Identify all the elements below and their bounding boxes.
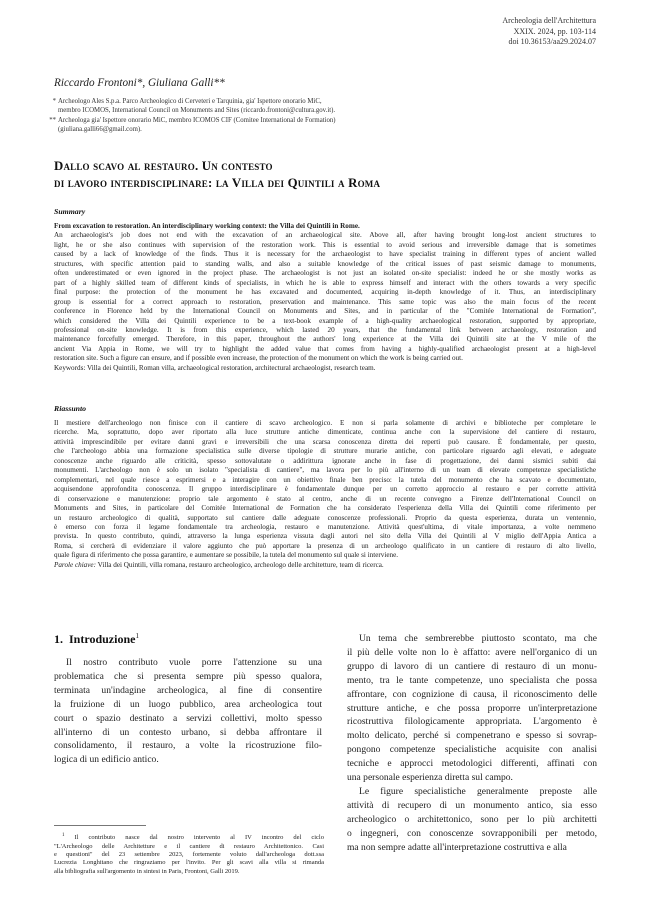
body-line: o ingegneri, con conoscenze sovrapponibili per metodo, [347, 827, 597, 839]
title-line: Dallo scavo al restauro. Un contesto [54, 159, 273, 173]
body-line: ma non sempre adatte all'interpretazione costruttiva e alla [347, 841, 567, 853]
parole-chiave-text: Villa dei Quintili, villa romana, restauro archeologico, archeologo delle architetture, team di ricerca. [97, 560, 384, 569]
body-line: problematica che si presenta sempre più spesso qualora, [54, 670, 322, 682]
affiliation-mark: * [52, 98, 56, 105]
body-line: court o spazio destinato a servizi collettivi, molto spesso [54, 712, 322, 724]
body-line: consolidamento, il restauro, a volte la ricostruzione filo- [54, 740, 322, 752]
summary-line: light, he or she also continues with supervision of the restoration work. This is essential to avoid serious and irreversible damage that is sometimes [54, 240, 596, 249]
riassunto-line: quale figura di riferimento che possa garantire, e aumentare se possibile, la tutela del monumento sul quale si interviene. [54, 551, 399, 560]
riassunto-line: prevista. In questo contributo, quindi, attraverso la lunga esperienza vissuta dagli autori nel sito della Villa dei Quintili al V miglio dell'Appia Antica a [54, 532, 596, 541]
body-line: attività di recupero di un monumento antico, sia esso [347, 799, 597, 811]
footnote-rule [54, 825, 146, 826]
riassunto-keywords [54, 561, 596, 570]
intro-paragraph-left [54, 656, 322, 767]
authors: Riccardo Frontoni*, Giuliana Galli** [54, 77, 225, 89]
summary-line: maintenance forcefully emerged. Therefore, in this paper, throughout the authors' long experience at the Villa dei Quintili site at the V mile of the [54, 335, 596, 344]
riassunto-line: un restauro archeologico di qualità, supportato sul cantiere dalle adeguate conoscenze professionali. Proprio da questa esperienza, durata un ventennio, [54, 513, 596, 522]
body-line: Le figure specialistiche generalmente preposte alle [359, 785, 597, 797]
footnote-line: $^1$ Il contributo nasce dal nostro intervento al IV incontro del ciclo [62, 833, 324, 842]
footnote-line: alla bibliografia sull'argomento in sintesi in Paris, Frontoni, Galli 2019. [54, 867, 240, 875]
riassunto-line: ricerche. Ma, soprattutto, dopo aver riportato alla luce strutture antiche dimenticate, continua anche con la supervisione del cantiere di restauro, [54, 428, 596, 437]
keywords-text: Villa dei Quintili, Roman villa, archaeological restoration, architectural archaeologist, research team. [87, 363, 376, 372]
summary-line: group is essential for a correct approach to restoration, preservation and maintenance. This same topic was also the main focus of the recent [54, 297, 596, 306]
right-column [347, 632, 597, 855]
summary-lead: From excavation to restoration. An interdisciplinary working context: the Villa dei Quintili in Rome. [54, 222, 360, 230]
body-line: logica di un edificio antico. [54, 754, 159, 766]
riassunto-line: Il mestiere dell'archeologo non finisce con il cantiere di scavo archeologico. E non si parla solamente di archivi e biblioteche per completare le [54, 419, 596, 427]
article-title [54, 158, 380, 192]
summary-line: final purpose: the protection of the monument he has excavated and documented, acquiring in-depth knowledge of it. Thus, an interdisciplinary [54, 288, 596, 297]
body-line: ricostruttiva filologicamente appropriata. L'argomento è [347, 716, 597, 728]
riassunto-line: di conservazione e manutenzione: proprio tale argomento è stato al centro, anche di un recente convegno a Firenze dell'International Council on [54, 494, 596, 503]
summary-line: structures, with specific attention paid to standing walls, and also a suitable knowledge of the critical issues of past seismic damage to monuments, [54, 259, 596, 268]
footnote-ref: 1 [135, 632, 139, 640]
riassunto-line: Monuments and Sites, in particolare del Comitée International de Formation che ha considerato l'esperienza della Villa dei Quintili come riferimento per [54, 504, 596, 513]
riassunto-line: conoscenze anche riguardo alle criticità, spesso sottovalutate o addirittura ignorate anche in fase di progettazione, dei danni sismici subiti dai [54, 456, 596, 465]
body-line: affrontare, con cognizione di causa, il riconoscimento delle [347, 688, 597, 700]
summary-line: caused by a lack of knowledge of the finds. Thus it is necessary for the archaeologist to have specialist training in different types of ancient walled [54, 250, 596, 259]
riassunto-line: che l'archeologo abbia una formazione specialistica sulle diverse tipologie di strutture murarie antiche, con particolare riguardo agli elevati, e adeguate [54, 447, 596, 456]
parole-chiave-label: Parole chiave: [54, 560, 96, 569]
body-line: strutture antiche, e che possa proporre un'interpretazione [347, 702, 597, 714]
body-line: una personale esperienza diretta sul campo. [347, 772, 513, 784]
affiliation-line: Archeologo Ales S.p.a. Parco Archeologico di Cerveteri e Tarquinia, gia' Ispettore onorario MiC, [58, 98, 322, 105]
summary-lines [54, 231, 596, 363]
summary-line: An archaeologist's job does not end with the excavation of an archaeological site. Above all, after having brought long-lost ancient structures to [54, 231, 596, 240]
title-line: di lavoro interdisciplinare: la Villa dei Quintili a Roma [54, 176, 381, 190]
keywords-label: Keywords: [54, 363, 86, 372]
riassunto-lines [54, 419, 596, 561]
body-line: archeologico o architettonico, sono per lo più architetti [347, 813, 597, 825]
footnote-line: Lucrezia Longhitano che ringraziamo per l'invito. Per gli scavi alla villa si rimanda [54, 859, 324, 867]
journal-name: Archeologia dell'Architettura [502, 16, 596, 25]
affiliation-line: (giuliana.galli66@gmail.com). [58, 126, 142, 133]
riassunto-line: monumenti. L'archeologo non è solo un isolato "specialista di cantiere", ma lavora per lo più all'interno di un team di elevate competenze specialistiche [54, 466, 596, 475]
running-head [502, 16, 596, 48]
section-number: 1. [54, 632, 63, 646]
affiliation-mark: ** [49, 117, 56, 124]
footnote-line: e questioni" del 23 settembre 2023, fortemente voluto dall'archeologa dott.ssa [54, 850, 324, 858]
riassunto-heading: Riassunto [54, 404, 87, 413]
doi: doi 10.36153/aa29.2024.07 [508, 37, 596, 46]
section-title: Introduzione [69, 632, 136, 646]
affiliation-line: membro ICOMOS, International Council on Monuments and Sites (riccardo.frontoni@cultura.gov.it). [58, 107, 336, 114]
summary-heading: Summary [54, 207, 86, 216]
body-line: gruppo di lavoro di un cantiere di restauro di un monu- [347, 660, 597, 672]
body-line: mento, tra le tante competenze, uno specialista che possa [347, 674, 597, 686]
footnote [54, 832, 324, 876]
body-line: tecniche e approcci metodologici differenti, affinati con [347, 758, 597, 770]
body-line: la fruizione di un luogo pubblico, area archeologica tout [54, 698, 322, 710]
affiliation-line: Archeologa gia' Ispettore onorario MiC, membro ICOMOS CIF (Comitee International de Formation) [58, 117, 336, 124]
body-line: molto delicato, perché si compenetrano e spesso si sovrap- [347, 730, 597, 742]
section-heading-introduzione [54, 632, 139, 647]
body-line: Un tema che sembrerebbe piuttosto scontato, ma che [359, 633, 597, 644]
intro-paragraph-right [347, 632, 597, 855]
body-line: all'interno di un contesto urbano, si debba affrontare il [54, 726, 322, 738]
summary-line: part of a highly skilled team of different kinds of specialists, in which he is able to express himself and interact with the others towards a very specific [54, 278, 596, 287]
volume-pages: XXIX. 2024, pp. 103-114 [513, 26, 596, 36]
footnote-lines [54, 832, 324, 876]
summary-line: ancient Via Appia in Rome, we will try to highlight the added value that comes from having a highly-qualified archaeologist present at a high-level [54, 344, 596, 353]
footnote-line: "L'Archeologo delle Architetture e il cantiere di restauro Architettonico. Casi [54, 842, 324, 850]
riassunto-line: è emerso con forza il legame fondamentale tra archeologia, restauro e manutenzione. Attività quest'ultima, di vitale importanza, a volte nemmeno [54, 522, 596, 531]
body-line: il più delle volte non lo è affatto: avere nell'organico di un [347, 646, 597, 658]
riassunto-line: Roma, si cercherà di evidenziare il valore aggiunto che può apportare la presenza di un archeologo qualificato in un cantiere di restauro di alto livello, [54, 541, 596, 550]
affiliation-2 [49, 116, 602, 134]
riassunto-line: attività imprescindibile per evitare danni gravi e irreversibili che una scarsa conoscenza diretta dei reperti può causare. È fondamentale, per questo, [54, 437, 596, 446]
summary-keywords [54, 364, 596, 373]
summary-text [54, 222, 596, 373]
body-line: terminata un'indagine archeologica, al fine di consentire [54, 684, 322, 696]
summary-line: which considered the Villa dei Quintili experience to be a text-book example of a high-quality archaeological restoration, supported by appropriate, [54, 316, 596, 325]
left-column [54, 656, 322, 767]
body-line: pongono competenze specialistiche acquisite con analisi [347, 744, 597, 756]
summary-line: conference in Florence held by the International Council on Monuments and Sites, and in particular of the "Comitée International de Formation", [54, 307, 596, 316]
riassunto-text [54, 419, 596, 570]
footnote-number: 1 [62, 833, 65, 838]
summary-line: restoration site. Such a figure can ensure, and if possible even increase, the protection of the monument on which the work is being carried out. [54, 354, 463, 363]
summary-line: often underestimated or even ignored in the project phase. The archaeologist is not just an isolated on-site specialist: indeed he or she mostly works as [54, 269, 596, 278]
riassunto-line: acquisendone approfondita conoscenza. Il gruppo interdisciplinare è fondamentale dunque per un corretto approccio al restauro e per corrette attività [54, 485, 596, 494]
body-line: Il nostro contributo vuole porre l'attenzione su una [66, 657, 322, 668]
riassunto-line: complementari, nel quale riesce a esprimersi e a interagire con un obiettivo finale ben preciso: la tutela del monumento che ha scavato e documentato, [54, 475, 596, 484]
summary-line: professional on-site knowledge. It is from this experience, which lasted 20 years, that the fundamental link between archaeology, restoration and [54, 325, 596, 334]
affiliation-1 [52, 97, 602, 115]
